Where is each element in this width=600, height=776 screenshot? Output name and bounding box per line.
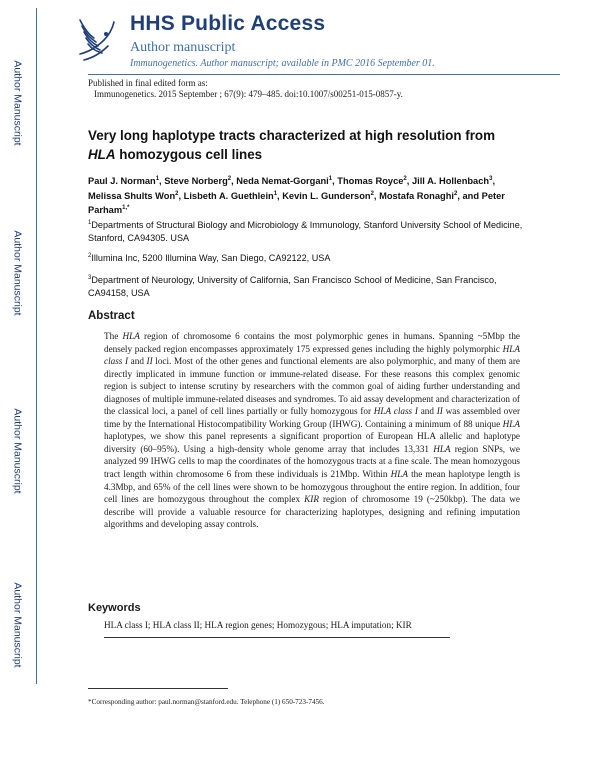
abstract-text: the mean haplotype length is 4.3Mbp, and 65% of the cell lines were shown to be homozygous throughout the entire region. In addition, four cell lines are homozygous throughout the complex — [104, 469, 520, 505]
sidebar-rule — [36, 8, 37, 684]
pmc-citation: Immunogenetics. Author manuscript; available in PMC 2016 September 01. — [130, 58, 435, 69]
hhs-eagle-logo-icon — [74, 14, 118, 66]
hhs-title: HHS Public Access — [130, 12, 326, 35]
affiliation: $^3$Department of Neurology, University of California, San Francisco School of Medicine, San Francisco, CA94158, USA — [88, 275, 497, 298]
abstract-text: and — [417, 406, 437, 417]
sidebar-label: Author Manuscript — [12, 582, 24, 668]
abstract-text: II — [436, 406, 443, 417]
affiliation: $^1$Departments of Structural Biology and Microbiology & Immunology, Stanford University School of Medicine, Stanford, CA94305. USA — [88, 220, 523, 243]
abstract-body — [104, 330, 520, 531]
affiliation: $^2$Illumina Inc, 5200 Illumina Way, San Diego, CA92122, USA — [88, 253, 331, 263]
abstract-text: region SNPs, we analyzed 99 IHWG cells to map the coordinates of the homozygous tracts at a fine scale. The mean homozygous tract length within chromosome 6 from these individuals is 21Mbp. Within — [104, 443, 520, 480]
abstract-text: HLA — [433, 443, 451, 454]
abstract-text: HLA class I — [373, 406, 418, 417]
published-citation: Immunogenetics. 2015 September ; 67(9): 479–485. doi:10.1007/s00251-015-0857-y. — [94, 89, 403, 99]
keywords-heading: Keywords — [88, 602, 141, 614]
sidebar-label: Author Manuscript — [12, 408, 24, 494]
header-rule — [88, 74, 560, 75]
keywords-list: HLA class I; HLA class II; HLA region genes; Homozygous; HLA imputation; KIR — [104, 620, 412, 630]
manuscript-subtitle: Author manuscript — [130, 40, 236, 55]
abstract-text: HLA — [122, 331, 140, 341]
abstract-text: loci. Most of the other genes and functional elements are also polymorphic, and many of them are directly implicated in immune function or immune-related disease. For these reasons this complex genomic region is subject to intense scrutiny by researchers with the common goal of aiding further understanding and diagnoses of multiple immune-related diseases and syndromes. To aid assay development and characterization of the classical loci, a panel of cell lines partially or fully homozygous for — [104, 356, 520, 417]
abstract-text: II — [146, 356, 153, 367]
footnote-rule — [88, 688, 228, 689]
abstract-text: HLA — [390, 469, 408, 480]
article-title: Very long haplotype tracts characterized at high resolution from HLA homozygous cell lines — [88, 128, 496, 162]
keywords-rule — [104, 637, 450, 638]
abstract-text: was assembled over time by the International Histocompatibility Working Group (IHWG). Containing a minimum of 88 unique — [104, 406, 520, 429]
abstract-text: and — [128, 356, 147, 367]
author-list: Paul J. Norman$^1$, Steve Norberg$^2$, Neda Nemat-Gorgani$^1$, Thomas Royce$^2$, Jill A. Hollenbach$^3$, Melissa Shults Won$^2$, Lisbeth A. Guethlein$^1$, Kevin L. Gunderson$^2$, Mostafa Ronaghi$^2$, and Peter Parham$^{1,*}$ — [88, 176, 505, 215]
sidebar-label: Author Manuscript — [12, 230, 24, 316]
abstract-text: HLA class I — [104, 343, 520, 367]
abstract-text: region of chromosome 19 (~250kbp). The data we describe will provide a valuable resource for characterizing haplotypes, designing and refining imputation algorithms and developing assay controls. — [104, 494, 520, 530]
abstract-text: HLA — [502, 418, 520, 429]
abstract-heading: Abstract — [88, 310, 135, 322]
abstract-text: region of chromosome 6 contains the most polymorphic genes in humans. Spanning ~5Mbp the densely packed region encompasses approximately 175 expressed genes including the highly polymorphic — [104, 331, 520, 354]
corresponding-author-footnote: *Corresponding author: paul.norman@stanford.edu. Telephone (1) 650-723-7456. — [88, 698, 325, 706]
published-label: Published in final edited form as: — [88, 78, 208, 88]
abstract-text: The — [104, 331, 123, 341]
abstract-text: KIR — [304, 494, 319, 505]
sidebar-label: Author Manuscript — [12, 60, 24, 146]
abstract-text: haplotypes, we show this panel represents a significant proportion of European HLA allelic and haplotype diversity (60–95%). Using a high-density whole genome array that includes 13,331 — [104, 431, 520, 454]
